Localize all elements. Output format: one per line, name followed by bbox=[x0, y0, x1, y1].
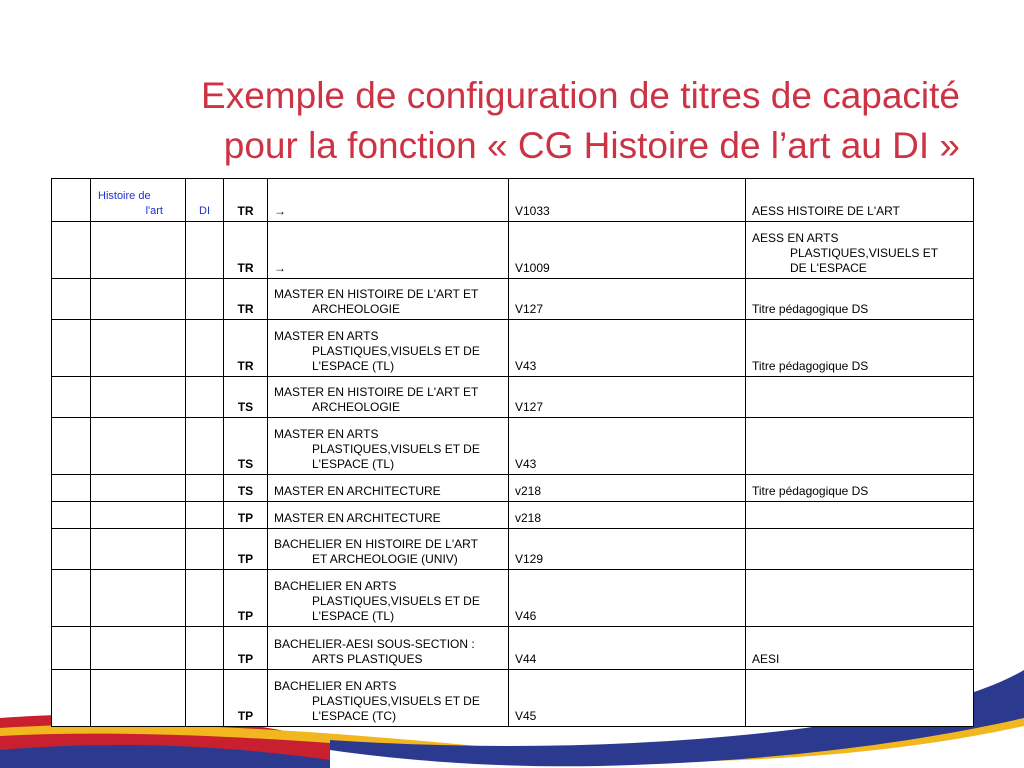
blank-cell bbox=[52, 670, 91, 727]
blank-cell bbox=[91, 279, 186, 320]
blank-cell bbox=[91, 529, 186, 570]
title-condition bbox=[746, 179, 974, 222]
blank-cell bbox=[91, 320, 186, 377]
title-name-line: ARCHEOLOGIE bbox=[312, 400, 401, 414]
title-code: TS bbox=[224, 418, 268, 475]
title-reference: V45 bbox=[509, 670, 746, 727]
title-name bbox=[268, 475, 509, 502]
header-histoire-line-2: l'art bbox=[145, 205, 163, 217]
condition-line: Titre pédagogique DS bbox=[752, 302, 869, 316]
blank-cell bbox=[186, 475, 224, 502]
blank-cell bbox=[91, 627, 186, 670]
table-row bbox=[52, 627, 974, 670]
blank-cell bbox=[91, 475, 186, 502]
title-condition bbox=[746, 320, 974, 377]
title-reference: V127 bbox=[509, 377, 746, 418]
title-name-line: MASTER EN ARTS bbox=[274, 427, 379, 441]
title-condition bbox=[746, 529, 974, 570]
table-row bbox=[52, 502, 974, 529]
blank-cell bbox=[186, 377, 224, 418]
title-reference: v218 bbox=[509, 475, 746, 502]
table-row bbox=[52, 179, 974, 222]
title-name-line: BACHELIER EN ARTS bbox=[274, 679, 397, 693]
condition-line: AESS EN ARTS bbox=[752, 231, 839, 245]
title-name-line: MASTER EN ARCHITECTURE bbox=[274, 511, 441, 525]
title-name bbox=[268, 320, 509, 377]
title-condition bbox=[746, 222, 974, 279]
capacity-titles-table bbox=[51, 178, 974, 727]
title-condition bbox=[746, 670, 974, 727]
blank-cell bbox=[91, 222, 186, 279]
title-condition bbox=[746, 279, 974, 320]
table-row bbox=[52, 320, 974, 377]
table-row bbox=[52, 529, 974, 570]
title-reference: V43 bbox=[509, 320, 746, 377]
title-reference: V1033 bbox=[509, 179, 746, 222]
title-name bbox=[268, 179, 509, 222]
title-condition bbox=[746, 627, 974, 670]
title-name-line: PLASTIQUES,VISUELS ET DE bbox=[312, 344, 480, 358]
blank-cell bbox=[91, 670, 186, 727]
title-name bbox=[268, 377, 509, 418]
header-histoire-de-lart bbox=[91, 179, 186, 222]
title-name bbox=[268, 529, 509, 570]
title-name-line: BACHELIER EN ARTS bbox=[274, 579, 397, 593]
blank-cell bbox=[52, 377, 91, 418]
title-reference: V129 bbox=[509, 529, 746, 570]
title-name bbox=[268, 570, 509, 627]
title-reference: V43 bbox=[509, 418, 746, 475]
title-name-line: L'ESPACE (TL) bbox=[312, 609, 395, 623]
blank-cell bbox=[91, 570, 186, 627]
title-code: TP bbox=[224, 529, 268, 570]
title-name-line: MASTER EN ARTS bbox=[274, 329, 379, 343]
table-row bbox=[52, 475, 974, 502]
header-di: DI bbox=[186, 179, 224, 222]
title-name-line: L'ESPACE (TL) bbox=[312, 359, 395, 373]
blank-cell bbox=[52, 529, 91, 570]
title-code: TP bbox=[224, 570, 268, 627]
title-name bbox=[268, 627, 509, 670]
blank-cell bbox=[52, 418, 91, 475]
title-code: TS bbox=[224, 475, 268, 502]
table-row bbox=[52, 418, 974, 475]
title-name bbox=[268, 502, 509, 529]
title-name-line: → bbox=[274, 204, 286, 218]
blank-cell bbox=[186, 529, 224, 570]
slide-title bbox=[60, 71, 960, 171]
table-row bbox=[52, 222, 974, 279]
condition-line: AESI bbox=[752, 652, 780, 666]
blank-cell bbox=[52, 222, 91, 279]
blank-cell bbox=[186, 627, 224, 670]
title-name-line: MASTER EN HISTOIRE DE L'ART ET bbox=[274, 287, 479, 301]
title-name-line: BACHELIER EN HISTOIRE DE L'ART bbox=[274, 537, 478, 551]
title-reference: V1009 bbox=[509, 222, 746, 279]
title-condition bbox=[746, 475, 974, 502]
blank-cell bbox=[91, 502, 186, 529]
title-name bbox=[268, 670, 509, 727]
title-name-line: ARTS PLASTIQUES bbox=[312, 652, 423, 666]
blank-cell bbox=[186, 222, 224, 279]
title-code: TR bbox=[224, 179, 268, 222]
title-reference: V127 bbox=[509, 279, 746, 320]
title-name bbox=[268, 222, 509, 279]
condition-line: DE L'ESPACE bbox=[790, 261, 867, 275]
title-condition bbox=[746, 377, 974, 418]
title-name bbox=[268, 279, 509, 320]
title-name-line: L'ESPACE (TL) bbox=[312, 457, 395, 471]
blank-cell bbox=[52, 627, 91, 670]
title-code: TR bbox=[224, 222, 268, 279]
title-name-line: PLASTIQUES,VISUELS ET DE bbox=[312, 694, 480, 708]
condition-line: Titre pédagogique DS bbox=[752, 484, 869, 498]
blank-cell bbox=[186, 418, 224, 475]
blank-cell bbox=[52, 179, 91, 222]
title-name-line: PLASTIQUES,VISUELS ET DE bbox=[312, 442, 480, 456]
table-row bbox=[52, 279, 974, 320]
title-reference: V46 bbox=[509, 570, 746, 627]
table-row bbox=[52, 570, 974, 627]
title-name-line: → bbox=[274, 261, 286, 275]
title-name-line: MASTER EN HISTOIRE DE L'ART ET bbox=[274, 385, 479, 399]
title-code: TP bbox=[224, 627, 268, 670]
title-condition bbox=[746, 502, 974, 529]
blank-cell bbox=[52, 279, 91, 320]
slide-title-line-2: pour la fonction « CG Histoire de l’art au DI » bbox=[223, 124, 960, 166]
blank-cell bbox=[186, 570, 224, 627]
blank-cell bbox=[186, 320, 224, 377]
title-name-line: PLASTIQUES,VISUELS ET DE bbox=[312, 594, 480, 608]
table-row bbox=[52, 670, 974, 727]
title-code: TS bbox=[224, 377, 268, 418]
title-code: TP bbox=[224, 670, 268, 727]
title-name-line: MASTER EN ARCHITECTURE bbox=[274, 484, 441, 498]
title-name bbox=[268, 418, 509, 475]
title-name-line: ARCHEOLOGIE bbox=[312, 302, 401, 316]
blank-cell bbox=[91, 418, 186, 475]
slide-title-line-1: Exemple de configuration de titres de capacité bbox=[201, 74, 960, 116]
title-reference: v218 bbox=[509, 502, 746, 529]
condition-line: AESS HISTOIRE DE L'ART bbox=[752, 204, 900, 218]
condition-line: PLASTIQUES,VISUELS ET bbox=[790, 246, 939, 260]
condition-line: Titre pédagogique DS bbox=[752, 359, 869, 373]
blank-cell bbox=[52, 502, 91, 529]
blank-cell bbox=[186, 279, 224, 320]
blank-cell bbox=[52, 320, 91, 377]
title-name-line: ET ARCHEOLOGIE (UNIV) bbox=[312, 552, 458, 566]
blank-cell bbox=[52, 570, 91, 627]
blank-cell bbox=[91, 377, 186, 418]
title-code: TR bbox=[224, 279, 268, 320]
title-name-line: L'ESPACE (TC) bbox=[312, 709, 397, 723]
title-condition bbox=[746, 418, 974, 475]
title-reference: V44 bbox=[509, 627, 746, 670]
blank-cell bbox=[186, 670, 224, 727]
title-name-line: BACHELIER-AESI SOUS-SECTION : bbox=[274, 637, 475, 651]
header-histoire-line-1: Histoire de bbox=[98, 190, 151, 202]
blank-cell bbox=[52, 475, 91, 502]
table-row bbox=[52, 377, 974, 418]
title-condition bbox=[746, 570, 974, 627]
title-code: TP bbox=[224, 502, 268, 529]
title-code: TR bbox=[224, 320, 268, 377]
blank-cell bbox=[186, 502, 224, 529]
